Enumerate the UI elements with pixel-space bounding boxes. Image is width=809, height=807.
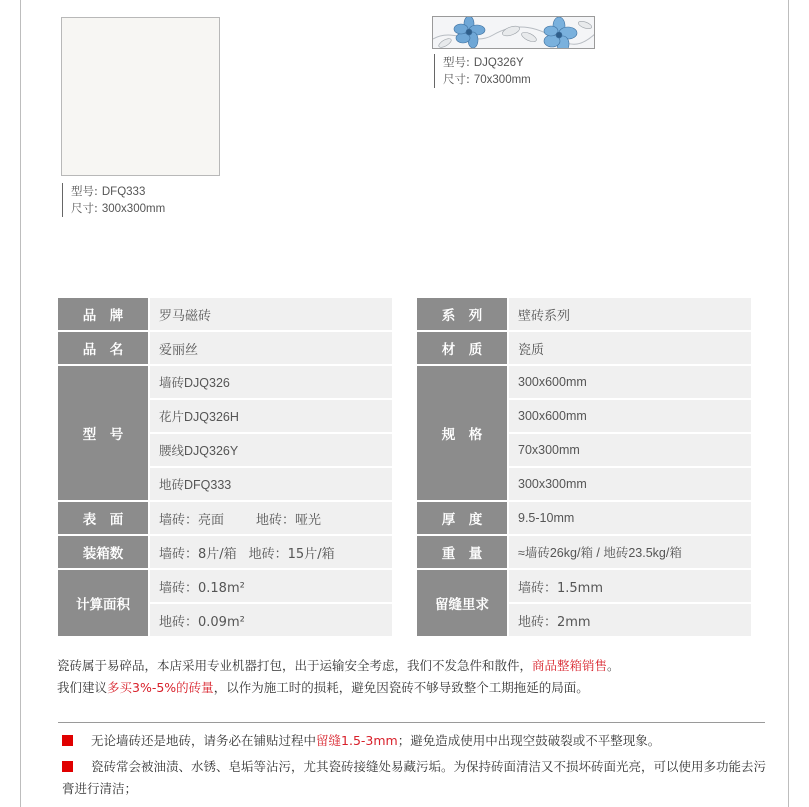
section-divider xyxy=(58,722,765,723)
spec-table-right xyxy=(417,296,751,638)
tip-item: 瓷砖常会被油渍、水锈、皂垢等沾污，尤其瓷砖接缝处易藏污垢。为保持砖面清洁又不损坏砖面光亮，可以使用多功能去污膏进行清洁； xyxy=(62,759,767,796)
table-row xyxy=(417,502,751,534)
table-row xyxy=(417,366,751,398)
table-row xyxy=(58,332,392,364)
model-value-decor: 花片DJQ326H xyxy=(150,400,392,432)
table-row xyxy=(417,298,751,330)
pack-key: 装箱数 xyxy=(58,536,148,568)
weight-key: 重 量 xyxy=(417,536,507,568)
table-row xyxy=(417,570,751,602)
area-value-floor: 地砖：0.09m² xyxy=(150,604,392,636)
model-label: 型号: xyxy=(71,184,98,198)
size-value-2: 300x600mm xyxy=(509,400,751,432)
gap-key: 留缝里求 xyxy=(417,570,507,636)
table-row xyxy=(58,298,392,330)
border-tile-image xyxy=(432,16,595,49)
thickness-value: 9.5-10mm xyxy=(509,502,751,534)
tip-item: 无论墙砖还是地砖，请务必在铺贴过程中留缝1.5-3mm；避免造成使用中出现空鼓破裂或不平整现象。 xyxy=(62,730,774,752)
area-key: 计算面积 xyxy=(58,570,148,636)
floor-tile-caption xyxy=(62,183,165,217)
model-key: 型 号 xyxy=(58,366,148,500)
table-row xyxy=(58,366,392,398)
gap-highlight: 留缝1.5-3mm xyxy=(316,733,398,748)
series-key: 系 列 xyxy=(417,298,507,330)
model-value: DJQ326Y xyxy=(473,57,524,69)
material-value: 瓷质 xyxy=(509,332,751,364)
thickness-key: 厚 度 xyxy=(417,502,507,534)
size-value-3: 70x300mm xyxy=(509,434,751,466)
size-key: 规 格 xyxy=(417,366,507,500)
spec-table-left xyxy=(58,296,392,638)
table-row xyxy=(58,570,392,602)
weight-value: ≈墙砖26kg/箱 / 地砖23.5kg/箱 xyxy=(509,536,751,568)
note-line-2: 我们建议多买3%-5%的砖量，以作为施工时的损耗，避免因瓷砖不够导致整个工期拖延的局面。 xyxy=(57,680,589,695)
size-value: 70x300mm xyxy=(473,74,531,86)
model-value-wall: 墙砖DJQ326 xyxy=(150,366,392,398)
table-row xyxy=(58,536,392,568)
gap-value-floor: 地砖：2mm xyxy=(509,604,751,636)
name-key: 品 名 xyxy=(58,332,148,364)
extra-quantity-highlight: 多买3%-5%的砖量 xyxy=(107,680,214,695)
left-frame-line xyxy=(20,0,21,807)
area-value-wall: 墙砖：0.18m² xyxy=(150,570,392,602)
floor-tile-swatch xyxy=(61,17,220,176)
size-label: 尺寸: xyxy=(443,72,470,86)
surface-value: 墙砖：亮面 地砖：哑光 xyxy=(150,502,392,534)
table-row xyxy=(417,332,751,364)
model-value: DFQ333 xyxy=(101,186,146,198)
model-value-floor: 地砖DFQ333 xyxy=(150,468,392,500)
table-row xyxy=(417,536,751,568)
model-value-border: 腰线DJQ326Y xyxy=(150,434,392,466)
red-square-bullet-icon xyxy=(62,761,73,772)
name-value: 爱丽丝 xyxy=(150,332,392,364)
gap-value-wall: 墙砖：1.5mm xyxy=(509,570,751,602)
size-value: 300x300mm xyxy=(101,203,166,215)
surface-key: 表 面 xyxy=(58,502,148,534)
border-tile-caption xyxy=(434,54,531,88)
shipping-notes xyxy=(57,655,620,699)
dotted-divider xyxy=(50,256,762,260)
whole-box-sale-highlight: 商品整箱销售 xyxy=(532,658,608,673)
pack-value: 墙砖：8片/箱 地砖：15片/箱 xyxy=(150,536,392,568)
size-value-4: 300x300mm xyxy=(509,468,751,500)
model-label: 型号: xyxy=(443,55,470,69)
table-row xyxy=(58,502,392,534)
right-frame-line xyxy=(788,0,789,807)
size-label: 尺寸: xyxy=(71,201,98,215)
brand-key: 品 牌 xyxy=(58,298,148,330)
size-value-1: 300x600mm xyxy=(509,366,751,398)
note-line-1: 瓷砖属于易碎品，本店采用专业机器打包，出于运输安全考虑，我们不发急件和散件，商品整箱销售。 xyxy=(57,658,620,673)
brand-value: 罗马磁砖 xyxy=(150,298,392,330)
series-value: 壁砖系列 xyxy=(509,298,751,330)
red-square-bullet-icon xyxy=(62,735,73,746)
material-key: 材 质 xyxy=(417,332,507,364)
